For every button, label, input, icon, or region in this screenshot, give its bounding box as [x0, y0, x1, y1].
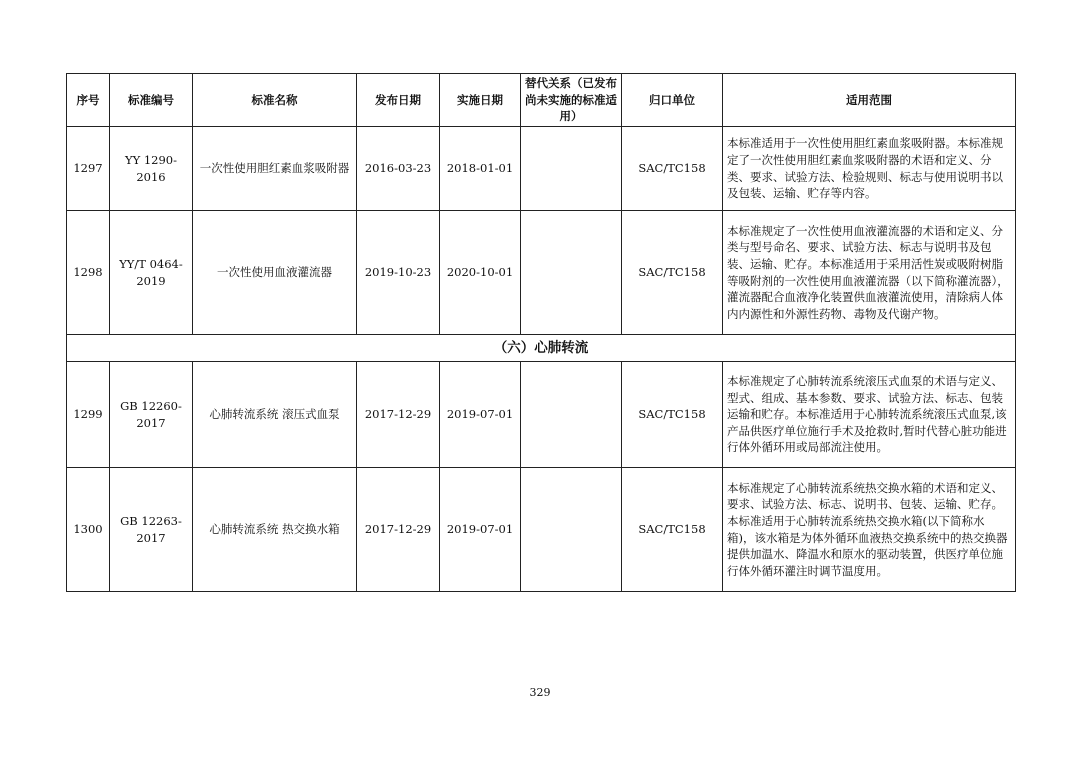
- cell-scope: 本标准适用于一次性使用胆红素血浆吸附器。本标准规定了一次性使用胆红素血浆吸附器的术语和定义、分类、要求、试验方法、检验规则、标志与使用说明书以及包装、运输、贮存等内容。: [723, 127, 1016, 211]
- cell-no: 1300: [67, 468, 110, 592]
- page-number: 329: [529, 686, 551, 699]
- cell-implement-date: 2018-01-01: [440, 127, 521, 211]
- cell-name: 心肺转流系统 滚压式血泵: [193, 362, 357, 468]
- section-row: [67, 335, 1016, 362]
- cell-replace: [521, 468, 622, 592]
- cell-publish-date: 2019-10-23: [357, 211, 440, 335]
- cell-publish-date: 2016-03-23: [357, 127, 440, 211]
- cell-publish-date: 2017-12-29: [357, 468, 440, 592]
- cell-unit: SAC/TC158: [622, 127, 723, 211]
- cell-no: 1298: [67, 211, 110, 335]
- cell-replace: [521, 127, 622, 211]
- header-implement-date: 实施日期: [440, 74, 521, 127]
- cell-name: 心肺转流系统 热交换水箱: [193, 468, 357, 592]
- section-title: （六）心肺转流: [67, 335, 1016, 362]
- standards-table: [66, 73, 1016, 592]
- cell-name: 一次性使用胆红素血浆吸附器: [193, 127, 357, 211]
- cell-implement-date: 2020-10-01: [440, 211, 521, 335]
- cell-publish-date: 2017-12-29: [357, 362, 440, 468]
- cell-replace: [521, 362, 622, 468]
- cell-code: YY 1290-2016: [110, 127, 193, 211]
- table-row: [67, 468, 1016, 592]
- cell-no: 1299: [67, 362, 110, 468]
- cell-unit: SAC/TC158: [622, 362, 723, 468]
- header-unit: 归口单位: [622, 74, 723, 127]
- table-header-row: [67, 74, 1016, 127]
- cell-code: YY/T 0464-2019: [110, 211, 193, 335]
- cell-code: GB 12263-2017: [110, 468, 193, 592]
- header-replace: 替代关系（已发布尚未实施的标准适用）: [521, 74, 622, 127]
- header-publish-date: 发布日期: [357, 74, 440, 127]
- cell-scope: 本标准规定了心肺转流系统热交换水箱的术语和定义、要求、试验方法、标志、说明书、包装、运输、贮存。本标准适用于心肺转流系统热交换水箱(以下简称水箱)，该水箱是为体外循环血液热交换系统中的热交换器提供加温水、降温水和原水的驱动装置，供医疗单位施行体外循环灌注时调节温度用。: [723, 468, 1016, 592]
- table-row: [67, 362, 1016, 468]
- cell-replace: [521, 211, 622, 335]
- cell-no: 1297: [67, 127, 110, 211]
- table-row: [67, 211, 1016, 335]
- cell-implement-date: 2019-07-01: [440, 468, 521, 592]
- table-row: [67, 127, 1016, 211]
- cell-scope: 本标准规定了一次性使用血液灌流器的术语和定义、分类与型号命名、要求、试验方法、标志与说明书及包装、运输、贮存。本标准适用于采用活性炭或吸附树脂等吸附剂的一次性使用血液灌流器（以下简称灌流器），灌流器配合血液净化装置供血液灌流使用，清除病人体内内源性和外源性药物、毒物及代谢产物。: [723, 211, 1016, 335]
- header-scope: 适用范围: [723, 74, 1016, 127]
- cell-unit: SAC/TC158: [622, 468, 723, 592]
- cell-code: GB 12260-2017: [110, 362, 193, 468]
- cell-unit: SAC/TC158: [622, 211, 723, 335]
- cell-name: 一次性使用血液灌流器: [193, 211, 357, 335]
- header-code: 标准编号: [110, 74, 193, 127]
- header-no: 序号: [67, 74, 110, 127]
- cell-implement-date: 2019-07-01: [440, 362, 521, 468]
- cell-scope: 本标准规定了心肺转流系统滚压式血泵的术语与定义、型式、组成、基本参数、要求、试验方法、标志、包装运输和贮存。本标准适用于心肺转流系统滚压式血泵,该产品供医疗单位施行手术及抢救时,暂时代替心脏功能进行体外循环用或局部流注使用。: [723, 362, 1016, 468]
- header-name: 标准名称: [193, 74, 357, 127]
